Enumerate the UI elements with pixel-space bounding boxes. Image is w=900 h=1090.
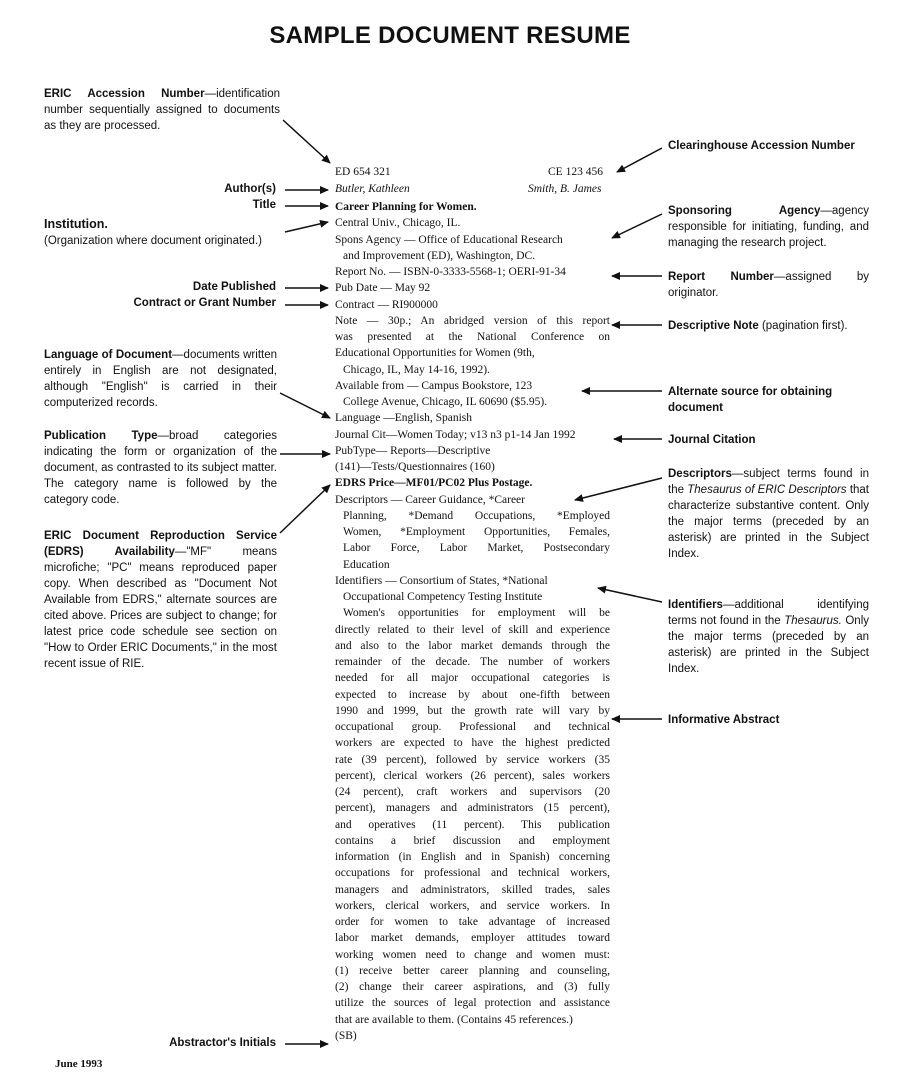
body-line: Report No. — ISBN-0-3333-5568-1; OERI-91-34: [335, 266, 566, 278]
body-line: Contract — RI900000: [335, 298, 438, 311]
body-line: Educational Opportunities for Women (9th,: [335, 347, 535, 360]
page-title: SAMPLE DOCUMENT RESUME: [269, 22, 631, 49]
abstract-line: expected to increase by about one-fifth between: [335, 688, 610, 701]
abstract-line: utilize the sources of legal protection and assistance: [335, 997, 610, 1010]
body-line: and Improvement (ED), Washington, DC.: [343, 249, 536, 262]
abstract-line: directly related to their level of skill and experience: [335, 623, 610, 636]
pubtype-text: —broad categories indicating the form or organization of the document, as contrasted to its subject matter. The category name is followed by the category code.: [44, 430, 277, 506]
abstract-line: workers are expected to have the highest predicted: [335, 737, 610, 750]
abstract-line: contains a brief discussion and employment: [335, 834, 610, 847]
arrow-institution: [285, 222, 328, 232]
arrow-identifiers: [598, 588, 662, 602]
body-line: PubType— Reports—Descriptive: [335, 444, 491, 457]
body-line: Chicago, IL, May 14-16, 1992).: [343, 363, 490, 376]
abstract-line: 1990 and 1999, but the growth rate will vary by: [335, 704, 610, 717]
author-label: Author(s): [224, 183, 276, 195]
report-term: Report Number: [668, 271, 774, 283]
body-line: Occupational Competency Testing Institute: [343, 591, 543, 603]
arrow-sponsoring: [612, 214, 662, 238]
report-text: —assigned by originator.: [668, 271, 870, 299]
body-line: Pub Date — May 92: [335, 282, 431, 295]
abstract-line: occupational group. Professional and technical: [335, 721, 610, 733]
identifiers-term: Identifiers: [668, 599, 723, 611]
descriptors-thesaurus: Thesaurus of ERIC Descriptors: [687, 484, 847, 496]
body-line: Central Univ., Chicago, IL.: [335, 217, 461, 230]
identifiers-text-1: —additional identifying terms not found in the: [668, 599, 869, 627]
abstract-line: occupations for professional and technical workers,: [335, 867, 610, 880]
abstract-line: needed for all major occupational categories is: [335, 672, 610, 685]
body-line: Planning, *Demand Occupations, *Employed: [343, 509, 610, 522]
note-text: (pagination first).: [758, 320, 848, 332]
abstract-line: order for women to take advantage of increased: [335, 916, 610, 928]
contract-label: Contract or Grant Number: [133, 297, 276, 309]
accession-term: ERIC Accession Number: [44, 88, 205, 100]
footer-date: June 1993: [55, 1058, 103, 1070]
body-line: Journal Cit—Women Today; v13 n3 p1-14 Jan 1992: [335, 428, 576, 441]
abstract-line: that are available to them. (Contains 45 references.): [335, 1013, 573, 1026]
body-line: Available from — Campus Bookstore, 123: [335, 379, 533, 392]
body-line: Education: [343, 558, 390, 571]
abstract-line: workers, clerical workers, and service workers. In: [335, 899, 610, 912]
abstract-line: and also to the labor market demands through the: [335, 639, 610, 652]
arrow-edrs: [280, 485, 330, 533]
descriptors-text-2: that characterize substantive content. Only the major terms (preceded by an asterisk) are printed in the Subject Index.: [668, 484, 869, 560]
note-term: Descriptive Note: [668, 320, 759, 332]
abstract-line: (24 percent), craft workers and supervisors (20: [335, 786, 610, 798]
arrow-descriptors: [575, 478, 662, 500]
title-label: Title: [252, 199, 276, 211]
accession-text: —identification number sequentially assigned to documents as they are processed.: [44, 88, 280, 132]
body-line: was presented at the National Conference on: [335, 331, 610, 343]
author-name: Butler, Kathleen: [335, 183, 410, 195]
arrow-clearinghouse: [617, 148, 662, 172]
pubtype-term: Publication Type: [44, 430, 158, 442]
descriptors-text-1: —subject terms found in the: [668, 468, 869, 496]
abstract-line: and operatives (11 percent). This publication: [335, 818, 610, 831]
abstract-line: percent), managers and administrators (15 percent),: [335, 802, 610, 815]
abstract-line: Women's opportunities for employment will be: [343, 607, 610, 620]
body-line: Labor Force, Labor Market, Postsecondary: [343, 542, 610, 555]
edrs-term: ERIC Document Reproduction Service (EDRS) Availability: [44, 530, 277, 558]
identifiers-text-2: Only the major terms (preceded by an asterisk) are printed in the Subject Index.: [668, 615, 870, 675]
body-line: Descriptors — Career Guidance, *Career: [335, 493, 525, 506]
ce-number: CE 123 456: [548, 166, 603, 178]
descriptors-term: Descriptors: [668, 468, 732, 480]
body-line: Note — 30p.; An abridged version of this report: [335, 314, 610, 327]
body-line: Language —English, Spanish: [335, 412, 473, 425]
abstract-line: managers and administrators, skilled trades, sales: [335, 883, 610, 896]
arrow-accession: [283, 120, 330, 163]
abstract-line: (1) receive better career planning and counseling,: [335, 964, 610, 977]
abstractor-label: Abstractor's Initials: [169, 1037, 276, 1049]
abstract-line: remainder of the decade. The number of workers: [335, 656, 610, 668]
date-published-label: Date Published: [192, 281, 276, 293]
identifiers-thesaurus: Thesaurus.: [784, 615, 842, 627]
body-line: EDRS Price—MF01/PC02 Plus Postage.: [335, 477, 533, 490]
language-term: Language of Document: [44, 349, 173, 361]
sponsoring-text: —agency responsible for initiating, funding, and managing the research project.: [668, 205, 869, 249]
edrs-text: —"MF" means microfiche; "PC" means reproduced paper copy. When described as "Document Not Available from EDRS," alternate sources are cited above. Prices are subject to change; for latest price code schedule see section on "How to Order ERIC Documents," in the most recent issue of RIE.: [44, 546, 277, 670]
body-line: Identifiers — Consortium of States, *National: [335, 574, 548, 587]
body-line: (141)—Tests/Questionnaires (160): [335, 461, 495, 473]
ed-number: ED 654 321: [335, 166, 391, 178]
body-line: Spons Agency — Office of Educational Research: [335, 233, 563, 246]
sponsoring-term: Sponsoring Agency: [668, 205, 821, 217]
abstract-line: (2) change their career aspirations, and (3) fully: [335, 981, 610, 993]
journal-term: Journal Citation: [668, 434, 756, 446]
body-line: College Avenue, Chicago, IL 60690 ($5.95).: [343, 396, 548, 408]
abstract-line: information (in English and in Spanish) concerning: [335, 851, 610, 863]
alt-source-term: Alternate source for obtaining document: [668, 386, 833, 414]
body-line: Women, *Employment Opportunities, Females,: [343, 526, 610, 538]
abstract-line: labor market demands, employer attitudes toward: [335, 932, 610, 945]
body-line: Career Planning for Women.: [335, 201, 477, 213]
institution-term: Institution.: [44, 217, 108, 231]
second-author-name: Smith, B. James: [528, 183, 602, 195]
institution-text: (Organization where document originated.): [44, 235, 262, 247]
arrow-language: [280, 393, 330, 418]
abstract-line: rate (39 percent), followed by service workers (35: [335, 753, 610, 766]
abstract-line: percent), clerical workers (26 percent), sales workers: [335, 769, 610, 782]
abstract-line: working women need to change and women must:: [335, 948, 610, 961]
language-text: —documents written entirely in English are not designated, although "English" is carried in their computerized records.: [44, 349, 277, 409]
abstractor-initials: (SB): [335, 1029, 357, 1042]
abstract-term: Informative Abstract: [668, 714, 780, 726]
clearinghouse-term: Clearinghouse Accession Number: [668, 140, 855, 152]
